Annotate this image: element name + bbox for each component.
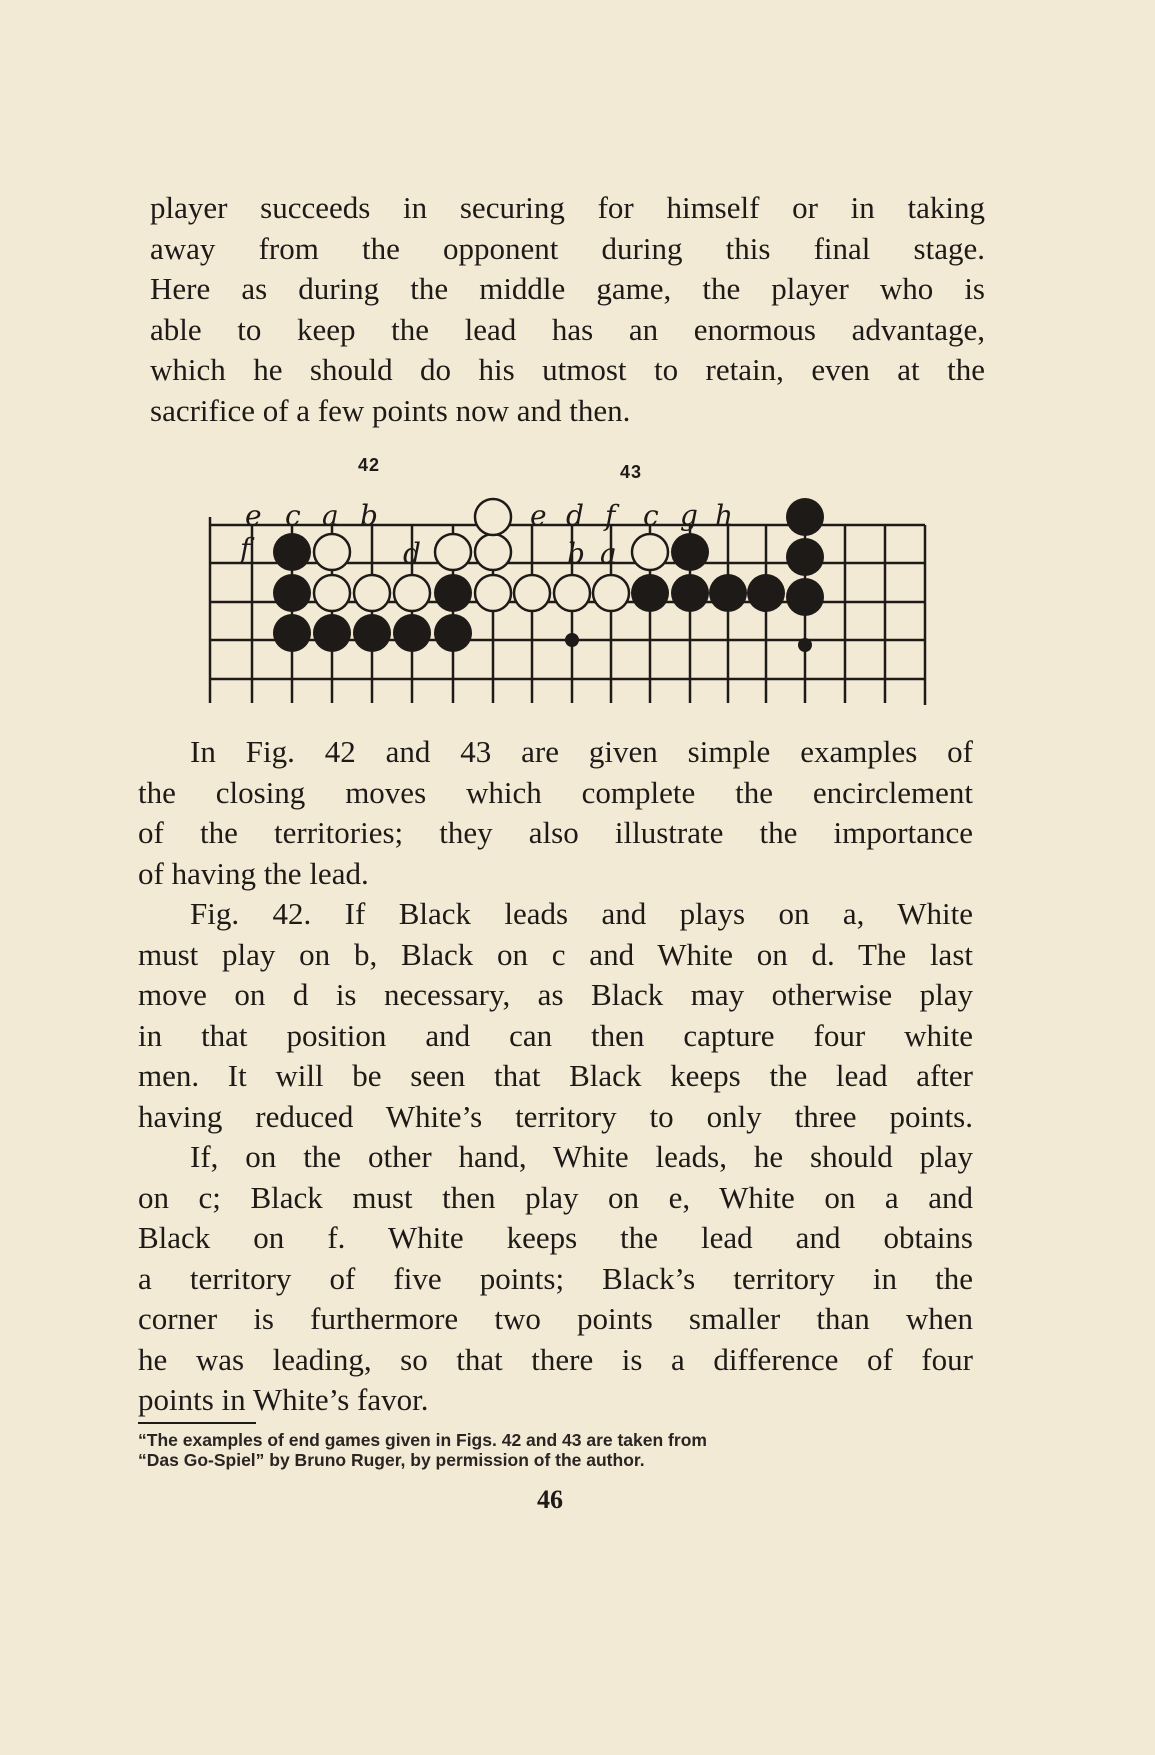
text-line: which he should do his utmost to retain, even at the <box>150 352 985 387</box>
black-stone <box>671 533 709 571</box>
black-stone <box>393 614 431 652</box>
text-line: Black on f. White keeps the lead and obtains <box>138 1220 973 1255</box>
white-stone <box>354 575 390 611</box>
footnote <box>138 1430 973 1470</box>
page-number: 46 <box>537 1485 563 1514</box>
text-line: points in White’s favor. <box>138 1382 429 1417</box>
text-line: of the territories; they also illustrate the importance <box>138 815 973 850</box>
star-point <box>565 633 579 647</box>
black-stone <box>786 578 824 616</box>
text-line: he was leading, so that there is a difference of four <box>138 1341 973 1377</box>
black-stone <box>434 574 472 612</box>
paragraph-1 <box>138 732 973 894</box>
white-stone <box>475 534 511 570</box>
paragraph-3 <box>138 1137 973 1421</box>
text-line: In Fig. 42 and 43 are given simple examples of <box>190 734 973 769</box>
footnote-rule <box>138 1422 256 1424</box>
footnote-line: “Das Go-Spiel” by Bruno Ruger, by permission of the author. <box>138 1450 645 1470</box>
body-text <box>138 732 973 1421</box>
footnote-line: “The examples of end games given in Figs. 42 and 43 are taken from <box>138 1430 707 1450</box>
text-line: corner is furthermore two points smaller than when <box>138 1301 973 1336</box>
text-line: sacrifice of a few points now and then. <box>150 392 631 428</box>
text-line: the closing moves which complete the encirclement <box>138 774 973 810</box>
black-stone <box>631 574 669 612</box>
text-line: in that position and can then capture four white <box>138 1017 973 1053</box>
black-stone <box>273 614 311 652</box>
white-stone <box>593 575 629 611</box>
fig42-stones <box>273 533 511 652</box>
svg-text:e: e <box>530 499 547 532</box>
white-stone <box>514 575 550 611</box>
white-stone <box>394 575 430 611</box>
top-paragraph <box>150 188 985 431</box>
black-stone <box>786 538 824 576</box>
white-stone <box>314 575 350 611</box>
text-line: Here as during the middle game, the player who is <box>150 271 985 306</box>
black-stone <box>313 614 351 652</box>
svg-text:a: a <box>322 499 339 532</box>
black-stone <box>671 574 709 612</box>
text-line: of having the lead. <box>138 855 369 891</box>
go-diagram <box>200 495 940 715</box>
svg-text:c: c <box>643 499 659 532</box>
text-line: move on d is necessary, as Black may otherwise play <box>138 977 973 1012</box>
star-point <box>798 638 812 652</box>
text-line: If, on the other hand, White leads, he should play <box>190 1139 973 1174</box>
text-line: must play on b, Black on c and White on d. The last <box>138 936 973 972</box>
text-line: Fig. 42. If Black leads and plays on a, White <box>190 896 973 931</box>
text-line: a territory of five points; Black’s territory in the <box>138 1260 973 1296</box>
white-stone <box>632 534 668 570</box>
black-stone <box>747 574 785 612</box>
text-line: on c; Black must then play on e, White on a and <box>138 1179 973 1215</box>
black-stone <box>709 574 747 612</box>
black-stone <box>273 574 311 612</box>
white-stone <box>475 499 511 535</box>
svg-text:a: a <box>600 537 617 570</box>
white-stone <box>435 534 471 570</box>
svg-text:f: f <box>240 532 251 565</box>
black-stone <box>353 614 391 652</box>
svg-text:b: b <box>360 499 378 532</box>
black-stone <box>786 498 824 536</box>
text-line: men. It will be seen that Black keeps the lead after <box>138 1058 973 1093</box>
svg-text:c: c <box>285 499 301 532</box>
text-line: able to keep the lead has an enormous advantage, <box>150 311 985 347</box>
svg-text:f: f <box>605 499 616 532</box>
fig-42-label: 42 <box>358 455 381 475</box>
white-stone <box>314 534 350 570</box>
text-line: player succeeds in securing for himself or in taking <box>150 190 985 225</box>
svg-text:h: h <box>715 499 734 532</box>
black-stone <box>434 614 472 652</box>
svg-text:d: d <box>403 537 421 570</box>
svg-text:g: g <box>680 499 698 532</box>
svg-text:e: e <box>245 499 262 532</box>
white-stone <box>554 575 590 611</box>
black-stone <box>273 533 311 571</box>
paragraph-2 <box>138 894 973 1137</box>
white-stone <box>475 575 511 611</box>
text-line: having reduced White’s territory to only three points. <box>138 1098 973 1134</box>
fig-43-label: 43 <box>620 462 643 482</box>
svg-text:d: d <box>566 499 584 532</box>
text-line: away from the opponent during this final stage. <box>150 230 985 266</box>
svg-text:b: b <box>567 537 585 570</box>
